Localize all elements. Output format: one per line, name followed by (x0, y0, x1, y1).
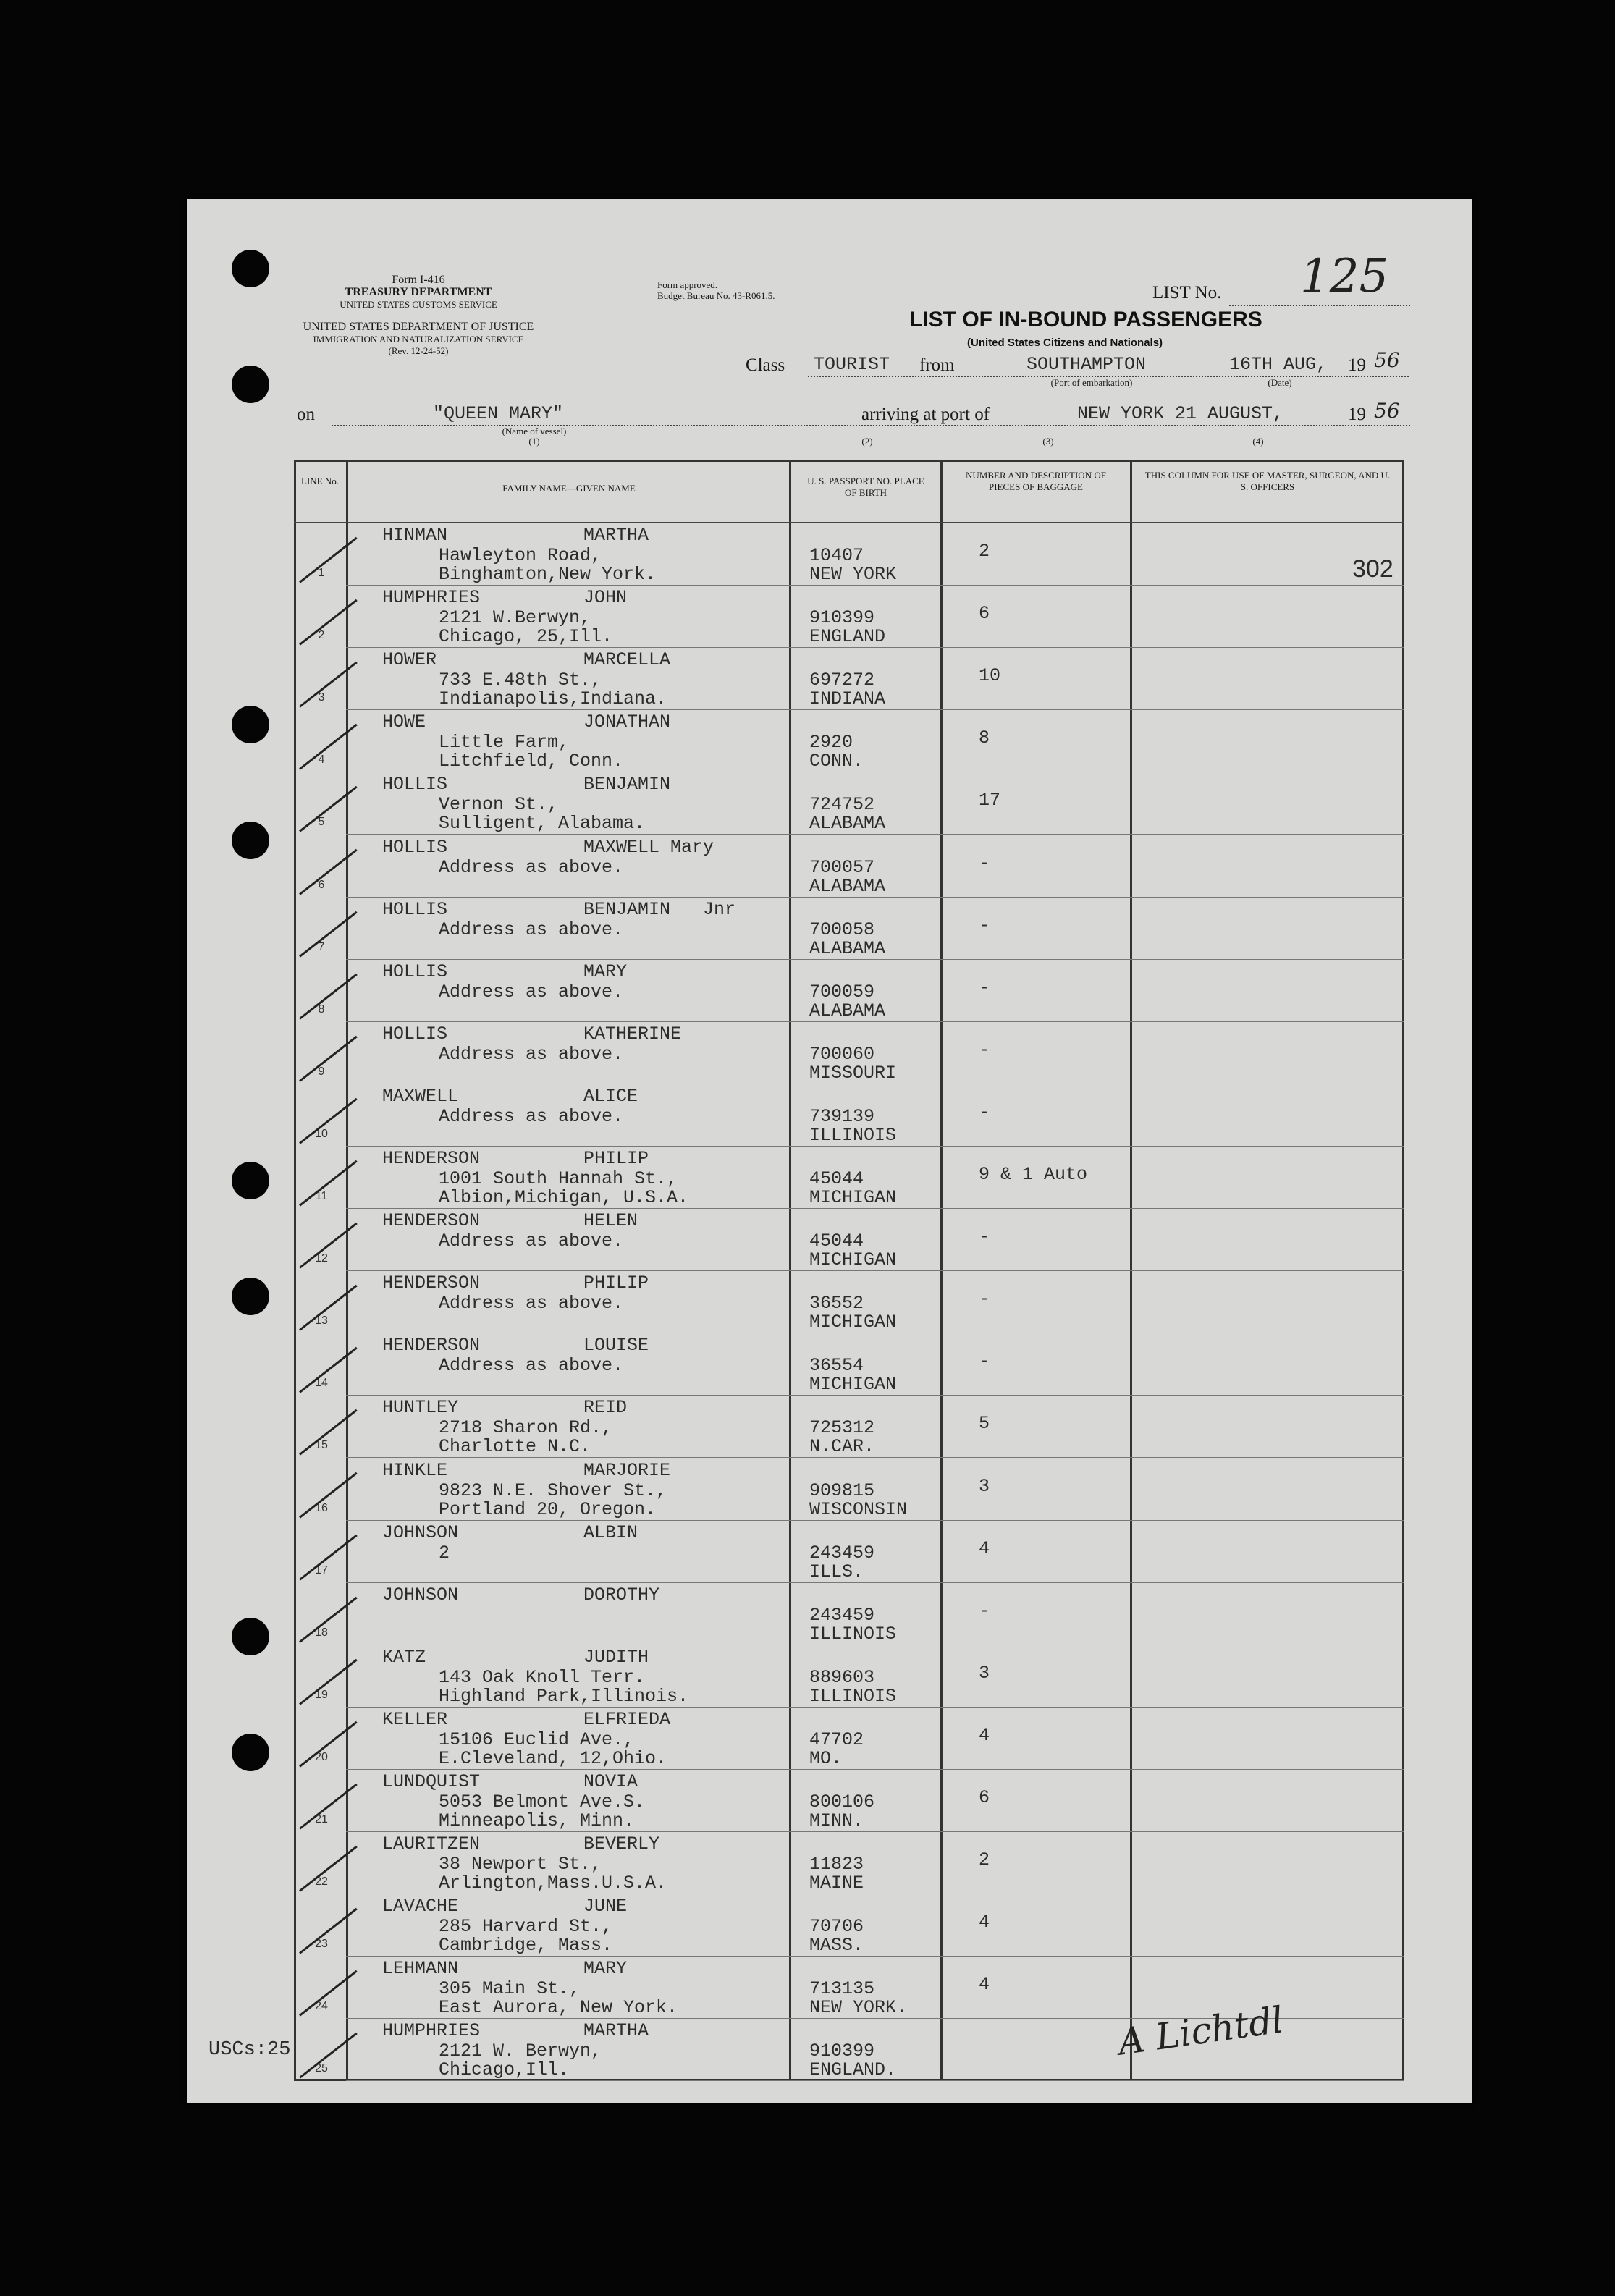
year-prefix-2: 19 (1348, 405, 1366, 424)
given-name: JUDITH (583, 1646, 649, 1668)
passport-number: 725312 (809, 1417, 875, 1439)
passport-number: 11823 (809, 1854, 864, 1875)
family-name: LAURITZEN (382, 1833, 481, 1855)
address-line-1: 2121 W. Berwyn, (439, 2040, 602, 2062)
place-of-birth: MISSOURI (809, 1062, 897, 1084)
address-line-2: Portland 20, Oregon. (439, 1498, 657, 1520)
baggage-count: - (979, 852, 990, 874)
family-name: HUNTLEY (382, 1397, 459, 1419)
year-prefix: 19 (1348, 355, 1366, 375)
line-number: 16 (315, 1501, 328, 1514)
address-line-1: Little Farm, (439, 732, 570, 754)
table-row (294, 1770, 1404, 1833)
passport-number: 889603 (809, 1666, 875, 1688)
table-row (294, 586, 1404, 649)
justice-dept: UNITED STATES DEPARTMENT OF JUSTICE (303, 321, 534, 333)
line-number: 21 (315, 1813, 328, 1826)
place-of-birth: INDIANA (809, 688, 886, 710)
baggage-count: 8 (979, 727, 990, 749)
family-name: HENDERSON (382, 1272, 481, 1294)
address-line-1: Address as above. (439, 1293, 624, 1314)
revision-date: (Rev. 12-24-52) (388, 345, 449, 356)
address-line-2: Sulligent, Alabama. (439, 813, 646, 835)
customs-service: UNITED STATES CUSTOMS SERVICE (340, 299, 497, 310)
address-line-2: Binghamton,New York. (439, 564, 657, 585)
baggage-count: 4 (979, 1724, 990, 1746)
vessel-line (332, 425, 1410, 426)
place-of-birth: ILLINOIS (809, 1685, 897, 1707)
table-row (294, 648, 1404, 711)
address-line-2: Charlotte N.C. (439, 1436, 591, 1458)
family-name: HUMPHRIES (382, 2020, 481, 2042)
family-name: MAXWELL (382, 1085, 459, 1107)
address-line-1: Address as above. (439, 1231, 624, 1252)
table-row (294, 1022, 1404, 1085)
table-row (294, 1708, 1404, 1770)
passport-number: 700058 (809, 919, 875, 940)
place-of-birth: MAINE (809, 1873, 864, 1894)
line-number: 3 (318, 691, 325, 704)
treasury-dept: TREASURY DEPARTMENT (345, 286, 492, 298)
given-name: BENJAMIN (583, 774, 671, 795)
table-row (294, 1894, 1404, 1957)
given-name: BENJAMIN Jnr (583, 898, 736, 920)
given-name: JOHN (583, 587, 628, 609)
passport-number: 2920 (809, 732, 853, 754)
address-line-1: 2718 Sharon Rd., (439, 1417, 613, 1439)
punch-hole (232, 1618, 269, 1655)
given-name: MARJORIE (583, 1459, 671, 1481)
place-of-birth: ILLS. (809, 1561, 864, 1582)
place-of-birth: MICHIGAN (809, 1249, 897, 1271)
table-row (294, 1521, 1404, 1584)
punch-hole (232, 706, 269, 743)
address-line-1: 143 Oak Knoll Terr. (439, 1666, 646, 1688)
address-line-1: Vernon St., (439, 794, 559, 816)
place-of-birth: ALABAMA (809, 937, 886, 959)
address-line-2: Arlington,Mass.U.S.A. (439, 1873, 667, 1894)
list-title: LIST OF IN-BOUND PASSENGERS (909, 308, 1262, 332)
place-of-birth: WISCONSIN (809, 1498, 908, 1520)
place-of-birth: NEW YORK (809, 564, 897, 585)
family-name: HOLLIS (382, 898, 448, 920)
passport-number: 36552 (809, 1293, 864, 1314)
officer-note: 302 (1352, 555, 1393, 583)
baggage-count: - (979, 1288, 990, 1310)
baggage-count: - (979, 1600, 990, 1621)
table-row (294, 1396, 1404, 1459)
list-number: 125 (1300, 250, 1389, 303)
address-line-1: 9823 N.E. Shover St., (439, 1480, 667, 1501)
passport-number: 45044 (809, 1231, 864, 1252)
table-row (294, 1333, 1404, 1396)
list-subtitle: (United States Citizens and Nationals) (967, 337, 1163, 349)
address-line-1: 2121 W.Berwyn, (439, 607, 591, 629)
line-number: 5 (318, 816, 325, 829)
baggage-count: - (979, 1226, 990, 1248)
table-row (294, 1084, 1404, 1147)
passport-number: 739139 (809, 1105, 875, 1127)
baggage-count: - (979, 1101, 990, 1123)
passport-number: 243459 (809, 1542, 875, 1563)
address-line-2: Litchfield, Conn. (439, 751, 624, 772)
family-name: HUMPHRIES (382, 587, 481, 609)
list-no-label: LIST No. (1152, 283, 1222, 303)
family-name: HENDERSON (382, 1210, 481, 1232)
line-number: 10 (315, 1127, 328, 1140)
address-line-2: Albion,Michigan, U.S.A. (439, 1187, 689, 1208)
given-name: MARY (583, 961, 628, 982)
baggage-count: - (979, 976, 990, 998)
given-name: MARCELLA (583, 649, 671, 671)
given-name: ALBIN (583, 1521, 638, 1543)
line-number: 25 (315, 2062, 328, 2075)
col-header-line: LINE No. (301, 476, 339, 486)
given-name: REID (583, 1397, 628, 1419)
given-name: MARTHA (583, 2020, 649, 2042)
given-name: LOUISE (583, 1335, 649, 1356)
passport-number: 45044 (809, 1168, 864, 1189)
address-line-2: East Aurora, New York. (439, 1997, 678, 2019)
col-header-baggage: NUMBER AND DESCRIPTION OF PIECES OF BAGGAGE (966, 470, 1106, 492)
budget-bureau: Budget Bureau No. 43-R061.5. (657, 290, 775, 301)
col3-caption: (3) (1042, 436, 1054, 447)
line-number: 19 (315, 1688, 328, 1701)
family-name: KELLER (382, 1708, 448, 1730)
passport-number: 700060 (809, 1043, 875, 1065)
table-row (294, 772, 1404, 835)
place-of-birth: ALABAMA (809, 813, 886, 835)
table-row (294, 1147, 1404, 1210)
baggage-count: 4 (979, 1912, 990, 1933)
family-name: HOLLIS (382, 1023, 448, 1044)
on-label: on (297, 405, 315, 424)
class-value: TOURIST (814, 354, 890, 375)
col4-caption: (4) (1252, 436, 1264, 447)
given-name: BEVERLY (583, 1833, 660, 1855)
table-row (294, 898, 1404, 961)
given-name: JONATHAN (583, 712, 671, 733)
family-name: LAVACHE (382, 1896, 459, 1917)
address-line-1: Hawleyton Road, (439, 545, 602, 566)
place-of-birth: MASS. (809, 1935, 864, 1957)
port-of-embarkation: SOUTHAMPTON (1026, 354, 1147, 375)
passenger-manifest-page (187, 199, 1472, 2103)
line-number: 15 (315, 1439, 328, 1452)
address-line-2: E.Cleveland, 12,Ohio. (439, 1747, 667, 1769)
form-approved: Form approved. (657, 279, 718, 290)
line-number: 13 (315, 1314, 328, 1328)
address-line-1: 1001 South Hannah St., (439, 1168, 678, 1189)
given-name: JUNE (583, 1896, 628, 1917)
line-number: 8 (318, 1003, 325, 1016)
table-row (294, 523, 1404, 586)
passenger-table (294, 460, 1404, 2081)
line-number: 17 (315, 1563, 328, 1577)
line-number: 11 (315, 1190, 328, 1202)
line-number: 20 (315, 1750, 328, 1763)
col1-caption: (1) (528, 436, 540, 447)
family-name: LEHMANN (382, 1958, 459, 1980)
given-name: PHILIP (583, 1148, 649, 1169)
baggage-count: 5 (979, 1413, 990, 1435)
punch-hole (232, 366, 269, 403)
table-row (294, 835, 1404, 898)
table-row (294, 1583, 1404, 1646)
baggage-count: 6 (979, 603, 990, 625)
passport-number: 910399 (809, 607, 875, 629)
col-header-officers: THIS COLUMN FOR USE OF MASTER, SURGEON, AND U. S. OFFICERS (1144, 470, 1391, 492)
place-of-birth: N.CAR. (809, 1436, 875, 1458)
table-row (294, 960, 1404, 1023)
family-name: HOLLIS (382, 774, 448, 795)
passport-number: 909815 (809, 1480, 875, 1501)
given-name: MARTHA (583, 525, 649, 546)
place-of-birth: ALABAMA (809, 875, 886, 897)
family-name: HINKLE (382, 1459, 448, 1481)
line-number: 2 (318, 629, 325, 642)
punch-hole (232, 1162, 269, 1199)
vessel-caption: (Name of vessel) (502, 426, 567, 436)
col-header-name: FAMILY NAME—GIVEN NAME (502, 483, 636, 494)
passport-number: 910399 (809, 2040, 875, 2062)
line-number: 23 (315, 1938, 328, 1951)
arriving-label: arriving at port of (861, 405, 990, 424)
passport-number: 10407 (809, 545, 864, 566)
line-number: 9 (318, 1065, 325, 1078)
given-name: MARY (583, 1958, 628, 1980)
year-arrival: 56 (1374, 399, 1400, 423)
address-line-1: Address as above. (439, 1043, 624, 1065)
given-name: DOROTHY (583, 1584, 660, 1605)
given-name: ELFRIEDA (583, 1708, 671, 1730)
officer-signature: A Lichtdl (1116, 1999, 1286, 2064)
baggage-count: - (979, 1039, 990, 1060)
baggage-count: 2 (979, 541, 990, 562)
year-departure: 56 (1374, 348, 1400, 372)
baggage-count: 4 (979, 1537, 990, 1559)
table-row (294, 1271, 1404, 1334)
address-line-2: Minneapolis, Minn. (439, 1810, 635, 1831)
address-line-2: Highland Park,Illinois. (439, 1685, 689, 1707)
table-row (294, 1645, 1404, 1708)
given-name: MAXWELL Mary (583, 836, 714, 858)
family-name: JOHNSON (382, 1584, 459, 1605)
baggage-count: 10 (979, 665, 1001, 687)
table-row (294, 1209, 1404, 1272)
baggage-count: - (979, 914, 990, 936)
list-no-underline (1229, 305, 1410, 306)
baggage-count: 9 & 1 Auto (979, 1164, 1088, 1185)
line-number: 12 (315, 1252, 328, 1265)
family-name: HOLLIS (382, 961, 448, 982)
family-name: HOLLIS (382, 836, 448, 858)
family-name: LUNDQUIST (382, 1771, 481, 1792)
table-row (294, 710, 1404, 773)
place-of-birth: ALABAMA (809, 1000, 886, 1021)
address-line-1: Address as above. (439, 1105, 624, 1127)
passport-number: 70706 (809, 1916, 864, 1938)
address-line-1: 285 Harvard St., (439, 1916, 613, 1938)
family-name: JOHNSON (382, 1521, 459, 1543)
family-name: KATZ (382, 1646, 426, 1668)
line-number: 4 (318, 754, 325, 767)
place-of-birth: ILLINOIS (809, 1124, 897, 1146)
line-number: 18 (315, 1626, 328, 1639)
family-name: HINMAN (382, 525, 448, 546)
passport-number: 724752 (809, 794, 875, 816)
punch-hole (232, 822, 269, 859)
address-line-1: Address as above. (439, 1355, 624, 1377)
address-line-1: 15106 Euclid Ave., (439, 1729, 635, 1750)
class-label: Class (746, 355, 785, 375)
punch-hole (232, 250, 269, 287)
address-line-1: Address as above. (439, 919, 624, 940)
place-of-birth: CONN. (809, 751, 864, 772)
family-name: HENDERSON (382, 1148, 481, 1169)
place-of-birth: MINN. (809, 1810, 864, 1831)
passport-number: 243459 (809, 1604, 875, 1626)
date-caption: (Date) (1268, 377, 1292, 388)
address-line-1: 2 (439, 1542, 450, 1563)
ins-service: IMMIGRATION AND NATURALIZATION SERVICE (313, 334, 524, 345)
passport-number: 713135 (809, 1978, 875, 2000)
baggage-count: 4 (979, 1974, 990, 1996)
row-divider (346, 2080, 1404, 2081)
family-name: HENDERSON (382, 1335, 481, 1356)
place-of-birth: NEW YORK. (809, 1997, 908, 2019)
place-of-birth: MICHIGAN (809, 1374, 897, 1396)
line-number: 24 (315, 2000, 328, 2013)
passport-number: 47702 (809, 1729, 864, 1750)
place-of-birth: MICHIGAN (809, 1187, 897, 1208)
departure-date: 16TH AUG, (1229, 354, 1328, 375)
form-number: Form I-416 (392, 274, 445, 286)
baggage-count: 2 (979, 1849, 990, 1871)
line-number: 7 (318, 940, 325, 953)
given-name: ALICE (583, 1085, 638, 1107)
given-name: KATHERINE (583, 1023, 682, 1044)
line-number: 6 (318, 878, 325, 891)
passport-number: 800106 (809, 1791, 875, 1812)
line-number: 14 (315, 1377, 328, 1390)
family-name: HOWE (382, 712, 426, 733)
passport-number: 700057 (809, 856, 875, 878)
table-row (294, 1832, 1404, 1895)
address-line-1: Address as above. (439, 856, 624, 878)
col2-caption: (2) (861, 436, 873, 447)
baggage-count: 17 (979, 790, 1001, 811)
arrival-port-date: NEW YORK 21 AUGUST, (1077, 403, 1284, 424)
given-name: NOVIA (583, 1771, 638, 1792)
address-line-1: 733 E.48th St., (439, 670, 602, 691)
place-of-birth: MICHIGAN (809, 1312, 897, 1333)
address-line-2: Indianapolis,Indiana. (439, 688, 667, 710)
line-number: 22 (315, 1875, 328, 1888)
place-of-birth: ENGLAND (809, 626, 886, 648)
address-line-2: Chicago,Ill. (439, 2059, 570, 2081)
place-of-birth: MO. (809, 1747, 843, 1769)
col-header-passport: U. S. PASSPORT NO. PLACE OF BIRTH (807, 476, 924, 498)
port-embark-caption: (Port of embarkation) (1050, 377, 1133, 388)
class-line (808, 376, 1409, 377)
baggage-count: 3 (979, 1475, 990, 1497)
citizen-count: USCs:25 (208, 2039, 291, 2061)
passport-number: 36554 (809, 1355, 864, 1377)
given-name: HELEN (583, 1210, 638, 1232)
passport-number: 700059 (809, 981, 875, 1003)
address-line-2: Chicago, 25,Ill. (439, 626, 613, 648)
punch-hole (232, 1278, 269, 1315)
address-line-1: 5053 Belmont Ave.S. (439, 1791, 646, 1812)
baggage-count: - (979, 1351, 990, 1372)
vessel-name: "QUEEN MARY" (433, 403, 564, 424)
address-line-2: Cambridge, Mass. (439, 1935, 613, 1957)
baggage-count: 3 (979, 1662, 990, 1684)
address-line-1: 38 Newport St., (439, 1854, 602, 1875)
place-of-birth: ENGLAND. (809, 2059, 897, 2081)
place-of-birth: ILLINOIS (809, 1623, 897, 1645)
family-name: HOWER (382, 649, 437, 671)
passport-number: 697272 (809, 670, 875, 691)
given-name: PHILIP (583, 1272, 649, 1294)
baggage-count: 6 (979, 1787, 990, 1808)
table-row (294, 1459, 1404, 1521)
address-line-1: Address as above. (439, 981, 624, 1003)
punch-hole (232, 1734, 269, 1771)
from-label: from (919, 355, 955, 375)
line-number: 1 (318, 567, 325, 579)
address-line-1: 305 Main St., (439, 1978, 581, 2000)
